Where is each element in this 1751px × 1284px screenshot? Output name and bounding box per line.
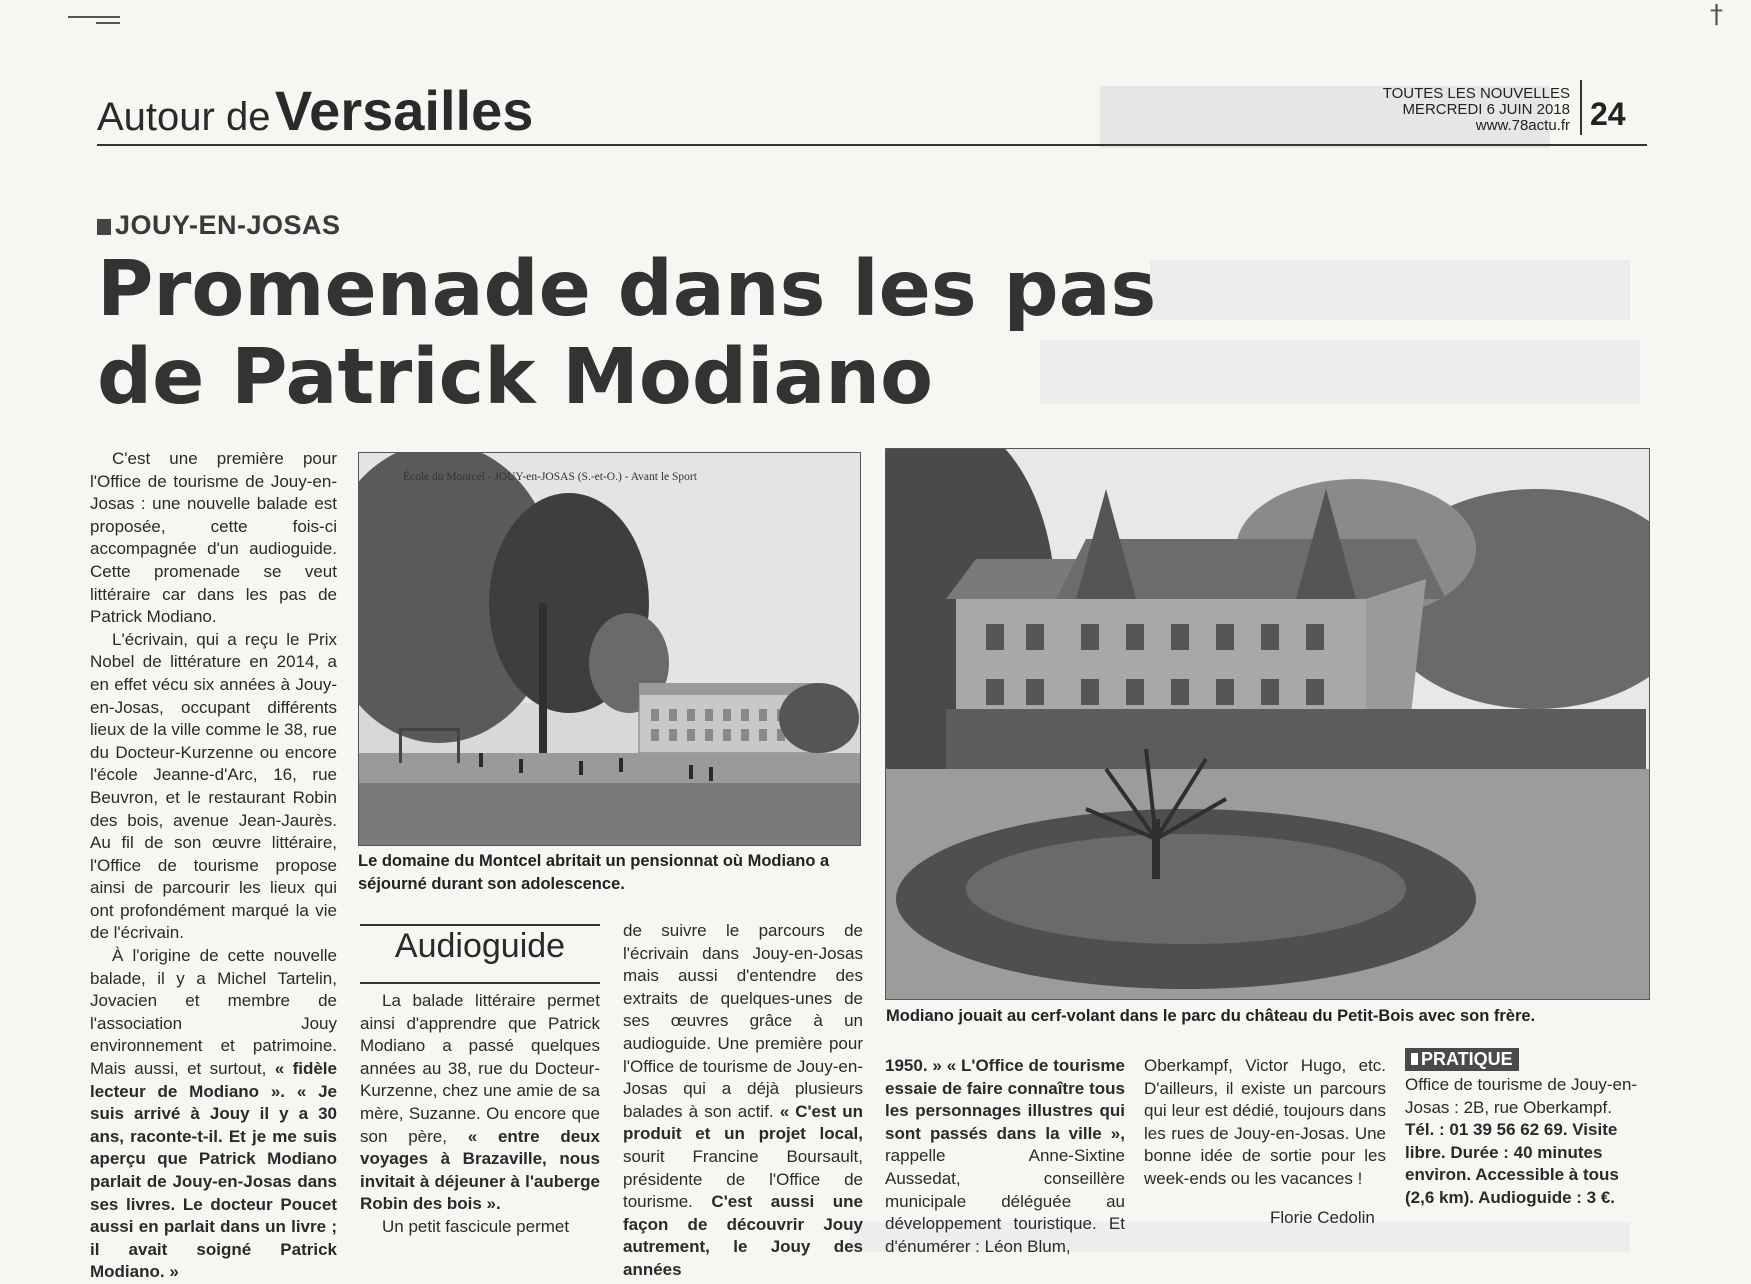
article-column-3	[623, 920, 863, 1282]
crop-mark	[68, 16, 120, 18]
photo-ecole-du-montcel-image	[359, 453, 860, 845]
header-rule	[97, 144, 1647, 146]
kicker-text: JOUY-EN-JOSAS	[115, 210, 341, 240]
badge-square-icon	[1411, 1053, 1418, 1065]
show-through-block	[1150, 260, 1630, 320]
paragraph: L'écrivain, qui a reçu le Prix Nobel de littérature en 2014, a en effet vécu six années à Jouy-en-Josas, occupant différents lieux de la ville comme le 38, rue du Docteur-Kurzenne ou encore l'école Jeanne-d'Arc, 16, rue Beuvron, et le restaurant Robin des bois, avenue Jean-Jaurès. Au fil de son œuvre littéraire, l'Office de tourisme propose ainsi de parcourir les lieux qui ont profondément marqué la vie de l'écrivain.	[90, 629, 337, 943]
quote-text: « entre deux voyages à Brazaville, nous invitait à déjeuner à l'auberge Robin des bois ».	[360, 1126, 601, 1214]
photo-1-caption: Le domaine du Montcel abritait un pensionnat où Modiano a séjourné durant son adolescence.	[358, 852, 830, 893]
crop-mark	[96, 22, 120, 24]
pratique-badge	[1405, 1048, 1519, 1071]
pratique-label: PRATIQUE	[1421, 1049, 1513, 1069]
pratique-details: Tél. : 01 39 56 62 69. Visite libre. Durée : 40 minutes environ. Accessible à tous (2,6 km). Audioguide : 3 €.	[1405, 1120, 1619, 1207]
paragraph	[623, 920, 863, 1282]
subhead-audioguide: Audioguide	[394, 927, 566, 965]
section-header	[97, 78, 533, 143]
author-signature: Florie Cedolin	[1270, 1208, 1375, 1227]
section-title: Versailles	[274, 79, 534, 142]
quote-text: « fidèle lecteur de Modiano ». « Je suis arrivé à Jouy il y a 30 ans, raconte-t-il. Et je me suis aperçu que Patrick Modiano parlait de Jouy-en-Josas dans ses livres. Le docteur Poucet aussi en parlait dans un livre ; il avait soigné Patrick Modiano. »	[90, 1059, 337, 1282]
headline-line-2: de Patrick Modiano	[97, 333, 934, 422]
photo-2-caption: Modiano jouait au cerf-volant dans le parc du château du Petit-Bois avec son frère.	[886, 1007, 1536, 1025]
paragraph: Un petit fascicule permet	[382, 1216, 570, 1236]
headline-line-1: Promenade dans les pas	[97, 245, 1157, 334]
article-column-4	[885, 1055, 1125, 1258]
paragraph	[90, 945, 337, 1284]
photo-chateau-image	[886, 449, 1649, 999]
paragraph-text: sourit Francine Boursault, présidente de l'Office de tourisme.	[623, 1146, 863, 1212]
article-column-5	[1144, 1055, 1386, 1191]
paragraph: Oberkampf, Victor Hugo, etc. D'ailleurs, il existe un parcours qui leur est dédié, toujours dans les rues de Jouy-en-Josas. Une bonne idée de sortie pour les week-ends ou les vacances !	[1144, 1056, 1386, 1188]
pratique-info	[1405, 1074, 1645, 1210]
photo-ecole-du-montcel	[358, 452, 861, 846]
article-kicker	[97, 210, 341, 241]
page-number: 24	[1590, 96, 1626, 132]
article-column-2	[360, 990, 600, 1239]
article-column-1	[90, 448, 337, 1284]
registration-mark: †	[1710, 0, 1723, 30]
quote-text: « C'est un produit et un projet local,	[623, 1101, 863, 1144]
article-headline	[97, 246, 1217, 422]
publication-website: www.78actu.fr	[1475, 117, 1570, 134]
paragraph	[360, 990, 600, 1216]
quote-text: 1950. » « L'Office de tourisme essaie de faire connaître tous les personnages illustres qui sont passés dans la ville »,	[885, 1056, 1125, 1143]
publication-name: TOUTES LES NOUVELLES	[1382, 85, 1570, 102]
paragraph-text: de suivre le parcours de l'écrivain dans Jouy-en-Josas mais aussi d'entendre des extraits de quelques-unes de ses œuvres grâce à un audioguide. Une première pour l'Office de tourisme de Jouy-en-Josas qui a déjà plusieurs balades à son actif.	[623, 921, 863, 1121]
paragraph: C'est une première pour l'Office de tourisme de Jouy-en-Josas : une nouvelle balade est proposée, cette fois-ci accompagnée d'un audioguide. Cette promenade se veut littéraire car dans les pas de Patrick Modiano.	[90, 449, 337, 627]
postcard-caption: École du Montcel - JOUY-en-JOSAS (S.-et-O.) - Avant le Sport	[403, 471, 697, 483]
paragraph-text: rappelle Anne-Sixtine Aussedat, conseillère municipale déléguée au développement touristique. Et d'énumérer : Léon Blum,	[885, 1146, 1125, 1256]
publication-info	[1380, 86, 1570, 134]
kicker-square-icon	[97, 219, 111, 235]
quote-text: C'est aussi une façon de découvrir Jouy autrement, le Jouy des années	[623, 1192, 864, 1279]
paragraph-text: La balade littéraire permet ainsi d'apprendre que Patrick Modiano a passé quelques années au 38, rue du Docteur-Kurzenne, chez une amie de sa mère, Suzanne. Ou encore que son père,	[360, 991, 600, 1146]
header-divider	[1580, 80, 1582, 135]
paragraph	[885, 1055, 1125, 1258]
publication-date: MERCREDI 6 JUIN 2018	[1402, 101, 1570, 118]
pratique-address: Office de tourisme de Jouy-en-Josas : 2B, rue Oberkampf.	[1405, 1075, 1638, 1117]
photo-chateau-du-petit-bois	[885, 448, 1650, 1000]
section-prefix: Autour de	[97, 95, 271, 139]
paragraph-text: À l'origine de cette nouvelle balade, il y a Michel Tartelin, Jovacien et membre de l'association Jouy environnement et patrimoine. Mais aussi, et surtout,	[90, 946, 337, 1079]
